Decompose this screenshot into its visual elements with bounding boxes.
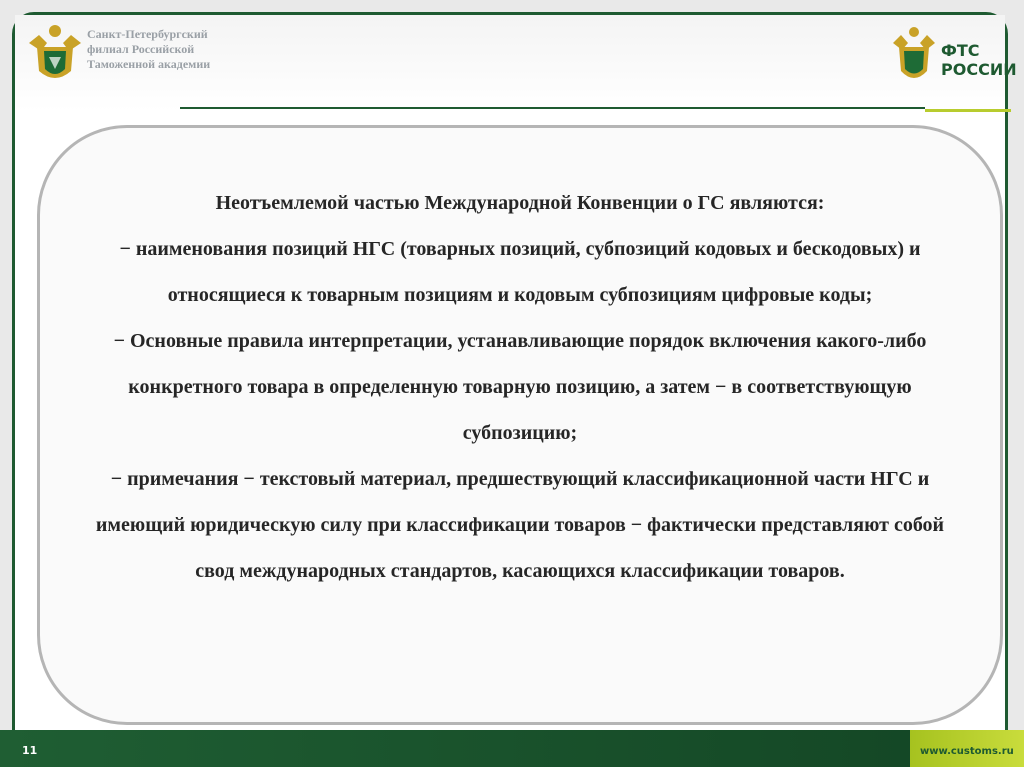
page-number: 11 xyxy=(22,744,38,757)
academy-title xyxy=(87,27,257,72)
academy-title-line: филиал Российской xyxy=(87,42,195,56)
header-divider xyxy=(180,107,925,109)
bullet-paragraph: − наименования позиций НГС (товарных позиций, субпозиций кодовых и бескодовых) и относящиеся к товарным позициям и кодовым субпозициям цифровые коды; xyxy=(119,238,921,306)
footer-bar xyxy=(0,730,1024,767)
content-text xyxy=(80,180,960,594)
customs-emblem-icon xyxy=(27,21,83,89)
header-divider-accent xyxy=(925,109,1011,112)
academy-title-line: Санкт-Петербургский xyxy=(87,27,208,41)
fts-title xyxy=(941,41,1017,79)
intro-paragraph: Неотъемлемой частью Международной Конвенции о ГС являются: xyxy=(215,192,825,214)
fts-emblem-icon xyxy=(891,23,937,89)
fts-title-line: РОССИИ xyxy=(941,60,1017,79)
fts-title-line: ФТС xyxy=(941,41,980,60)
bullet-paragraph: − Основные правила интерпретации, устанавливающие порядок включения какого-либо конкретного товара в определенную товарную позицию, а затем − в соответствующую субпозицию; xyxy=(113,330,927,444)
slide-frame xyxy=(12,12,1017,758)
academy-title-line: Таможенной академии xyxy=(87,57,211,71)
bullet-paragraph: − примечания − текстовый материал, предшествующий классификационной части НГС и имеющий юридическую силу при классификации товаров − фактически представляют собой свод международных стандартов, касающихся классификации товаров. xyxy=(95,468,945,582)
site-url[interactable]: www.customs.ru xyxy=(920,746,1014,757)
content-box xyxy=(37,125,1003,725)
